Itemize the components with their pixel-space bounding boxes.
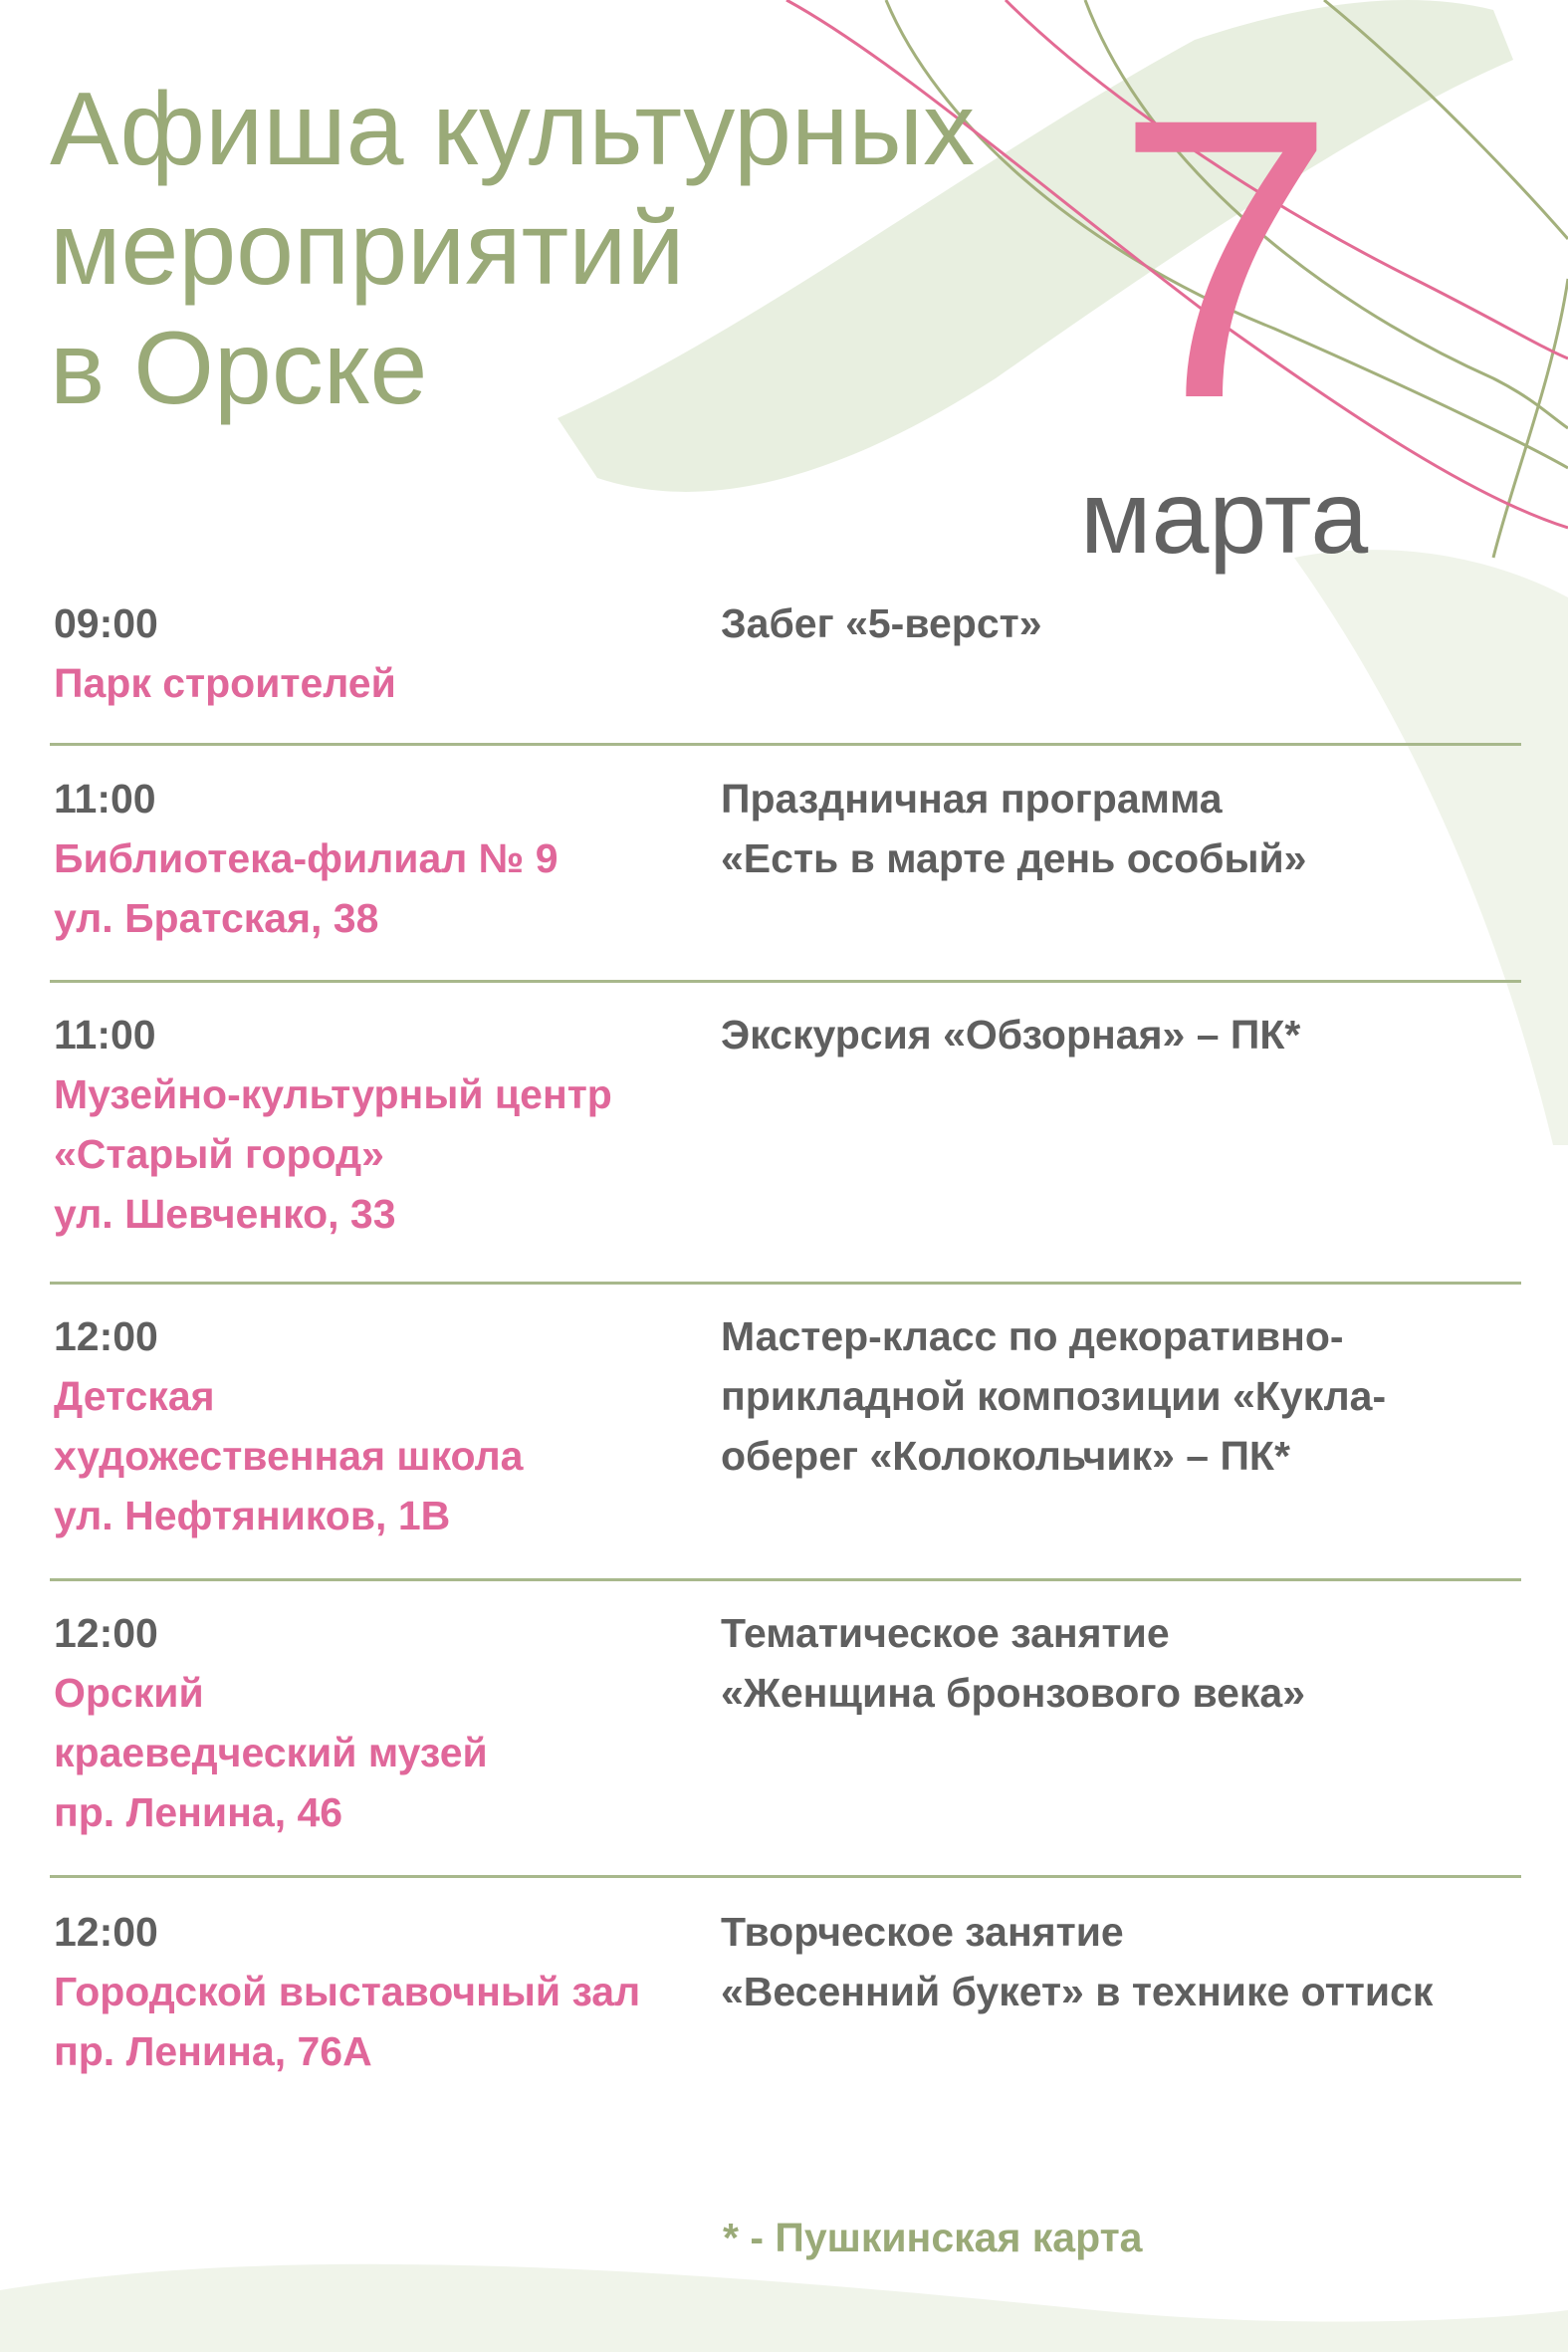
event-time: 12:00 — [54, 1909, 158, 1955]
title-line: мероприятий — [50, 191, 685, 307]
event-location-block — [54, 1306, 701, 1545]
event-place-line: Парк строителей — [54, 660, 396, 706]
event-location-block — [54, 769, 701, 948]
event-description-line: Забег «5-верст» — [721, 600, 1042, 646]
event-place-line: Детская — [54, 1373, 215, 1419]
event-description-block — [721, 593, 1517, 653]
event-time: 12:00 — [54, 1313, 158, 1359]
event-time: 09:00 — [54, 600, 158, 646]
event-description-block — [721, 769, 1517, 888]
event-description-block — [721, 1603, 1517, 1723]
title-line: в Орске — [50, 311, 428, 426]
event-place-line: пр. Ленина, 46 — [54, 1789, 343, 1835]
event-location-block — [54, 1902, 701, 2081]
event-place-line: Музейно-культурный центр — [54, 1071, 612, 1117]
event-time: 11:00 — [54, 776, 156, 822]
event-place-line: ул. Нефтяников, 1В — [54, 1493, 451, 1538]
event-description-line: «Женщина бронзового века» — [721, 1670, 1306, 1716]
event-row — [50, 593, 1521, 746]
event-schedule — [50, 593, 1521, 2117]
event-place-line: Библиотека-филиал № 9 — [54, 835, 559, 881]
event-description-line: Творческое занятие — [721, 1909, 1124, 1955]
title-line: Афиша культурных — [50, 72, 976, 187]
event-place-line: Орский — [54, 1670, 204, 1716]
event-description-block — [721, 1005, 1517, 1064]
event-row — [50, 746, 1521, 983]
event-place-line: Городской выставочный зал — [54, 1969, 641, 2014]
page-title — [50, 70, 975, 428]
event-row — [50, 1581, 1521, 1878]
event-description-line: Праздничная программа — [721, 776, 1223, 822]
event-time: 12:00 — [54, 1610, 158, 1656]
event-description-line: оберег «Колокольчик» – ПК* — [721, 1433, 1290, 1479]
event-time: 11:00 — [54, 1012, 156, 1058]
event-row — [50, 1878, 1521, 2117]
event-row — [50, 983, 1521, 1285]
event-description-line: Мастер-класс по декоративно- — [721, 1313, 1344, 1359]
pushkin-card-footnote: * - Пушкинская карта — [723, 2215, 1143, 2260]
event-description-line: «Есть в марте день особый» — [721, 835, 1307, 881]
event-location-block — [54, 1603, 701, 1842]
event-place-line: ул. Братская, 38 — [54, 895, 379, 941]
date-month: марта — [1080, 460, 1369, 576]
event-description-line: «Весенний букет» в технике оттиск — [721, 1969, 1434, 2014]
brush-stroke-bottom — [0, 2264, 1568, 2352]
event-location-block — [54, 593, 701, 713]
event-description-line: Тематическое занятие — [721, 1610, 1170, 1656]
event-place-line: художественная школа — [54, 1433, 524, 1479]
event-place-line: ул. Шевченко, 33 — [54, 1191, 396, 1237]
event-place-line: пр. Ленина, 76А — [54, 2028, 372, 2074]
event-row — [50, 1285, 1521, 1581]
event-description-block — [721, 1902, 1517, 2021]
event-description-line: Экскурсия «Обзорная» – ПК* — [721, 1012, 1301, 1058]
event-place-line: «Старый город» — [54, 1131, 384, 1177]
event-description-line: прикладной композиции «Кукла- — [721, 1373, 1387, 1419]
date-day: 7 — [1115, 36, 1337, 481]
event-place-line: краеведческий музей — [54, 1730, 488, 1775]
event-description-block — [721, 1306, 1517, 1486]
event-location-block — [54, 1005, 701, 1244]
